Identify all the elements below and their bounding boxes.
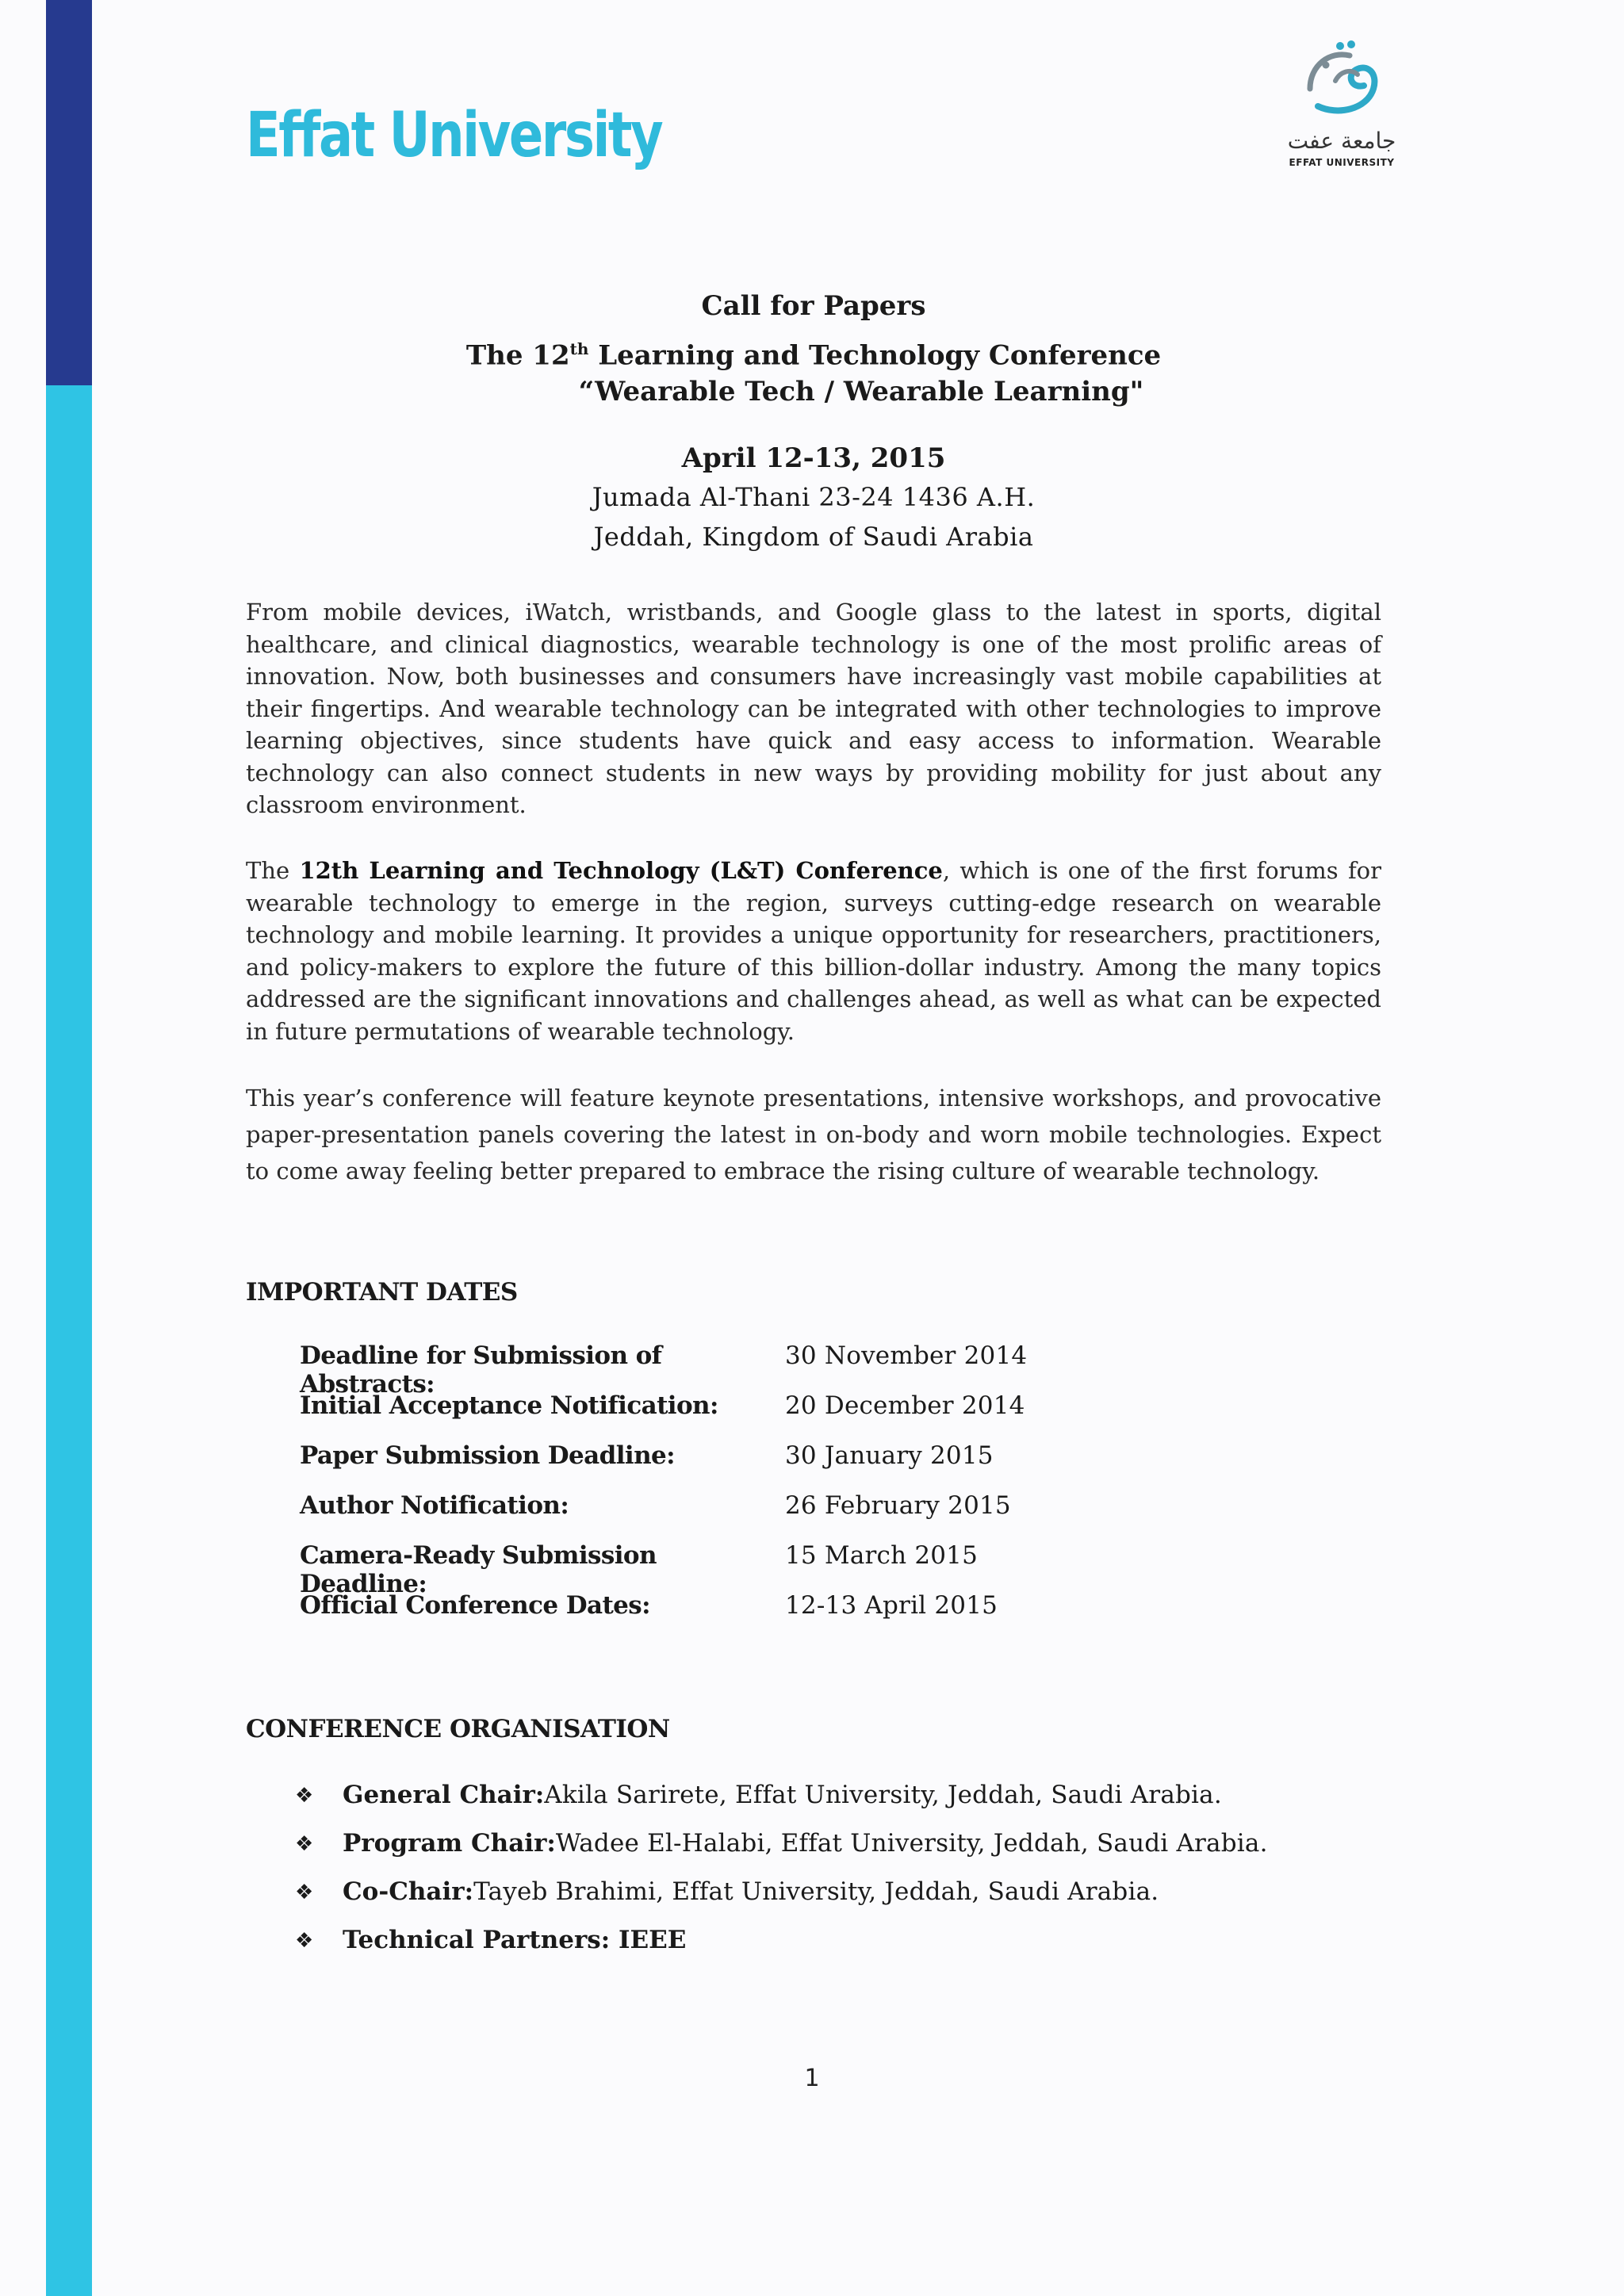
conference-title: The 12th Learning and Technology Conference [465, 339, 1162, 372]
date-row: Camera-Ready Submission Deadline: 15 March 2015 [300, 1541, 979, 1598]
date-row: Paper Submission Deadline: 30 January 2015 [300, 1441, 994, 1470]
conference-location: Jeddah, Kingdom of Saudi Arabia [593, 522, 1034, 552]
diamond-bullet-icon: ❖ [295, 1929, 314, 1953]
conference-hijri-date: Jumada Al-Thani 23-24 1436 A.H. [592, 482, 1036, 512]
page-number: 1 [804, 2064, 820, 2092]
logo-arabic-text: جامعة عفت [1287, 128, 1396, 154]
list-item: ❖ Program Chair: Wadee El-Halabi, Effat University, Jeddah, Saudi Arabia. [295, 1829, 1268, 1858]
date-row: Author Notification: 26 February 2015 [300, 1491, 1011, 1520]
important-dates-heading: IMPORTANT DATES [246, 1278, 518, 1307]
list-item: ❖ General Chair: Akila Sarirete, Effat University, Jeddah, Saudi Arabia. [295, 1781, 1222, 1809]
important-dates-list [300, 1341, 1027, 1641]
conference-date: April 12-13, 2015 [681, 442, 946, 474]
features-paragraph: This year’s conference will feature keynote presentations, intensive workshops, and provocative paper-presentation panels covering the latest in on-body and worn mobile technologies. Expect to come away feeling better prepared to embrace the rising culture of wearable technology. [246, 1085, 1381, 1184]
diamond-bullet-icon: ❖ [295, 1832, 314, 1856]
conference-theme: “Wearable Tech / Wearable Learning" [578, 376, 1144, 408]
date-row: Initial Acceptance Notification: 20 December 2014 [300, 1391, 1025, 1420]
university-title: Effat University [246, 100, 662, 171]
organisation-list [295, 1781, 1268, 1974]
university-logo [1278, 33, 1405, 192]
date-row: Deadline for Submission of Abstracts: 30 November 2014 [300, 1341, 1028, 1399]
intro-paragraph: From mobile devices, iWatch, wristbands, and Google glass to the latest in sports, digital healthcare, and clinical diagnostics, wearable technology is one of the most prolific areas of innovation. Now, both businesses and consumers have increasingly vast mobile capabilities at their fingertips. And wearable technology can be integrated with other technologies to improve learning objectives, since students have quick and easy access to information. Wearable technology can also connect students in new ways by providing mobility for just about any classroom environment. [246, 599, 1381, 818]
conference-description-paragraph: The 12th Learning and Technology (L&T) Conference, which is one of the first forums for wearable technology to emerge in the region, surveys cutting-edge research on wearable technology and mobile learning. It provides a unique opportunity for researchers, practitioners, and policy-makers to explore the future of this billion-dollar industry. Among the many topics addressed are the significant innovations and challenges ahead, as well as what can be expected in future permutations of wearable technology. [246, 857, 1381, 1045]
left-accent-bar-light [46, 385, 92, 2296]
conference-organisation-heading: CONFERENCE ORGANISATION [246, 1715, 670, 1743]
date-row: Official Conference Dates: 12-13 April 2015 [300, 1591, 998, 1620]
effat-calligraphy-logo-icon [1294, 33, 1389, 128]
left-accent-bar-dark [46, 0, 92, 385]
diamond-bullet-icon: ❖ [295, 1881, 314, 1904]
list-item: ❖ Technical Partners: IEEE [295, 1926, 687, 1954]
diamond-bullet-icon: ❖ [295, 1784, 314, 1808]
logo-english-text: EFFAT UNIVERSITY [1289, 157, 1395, 168]
call-for-papers-heading: Call for Papers [701, 290, 926, 322]
list-item: ❖ Co-Chair: Tayeb Brahimi, Effat University, Jeddah, Saudi Arabia. [295, 1877, 1159, 1906]
